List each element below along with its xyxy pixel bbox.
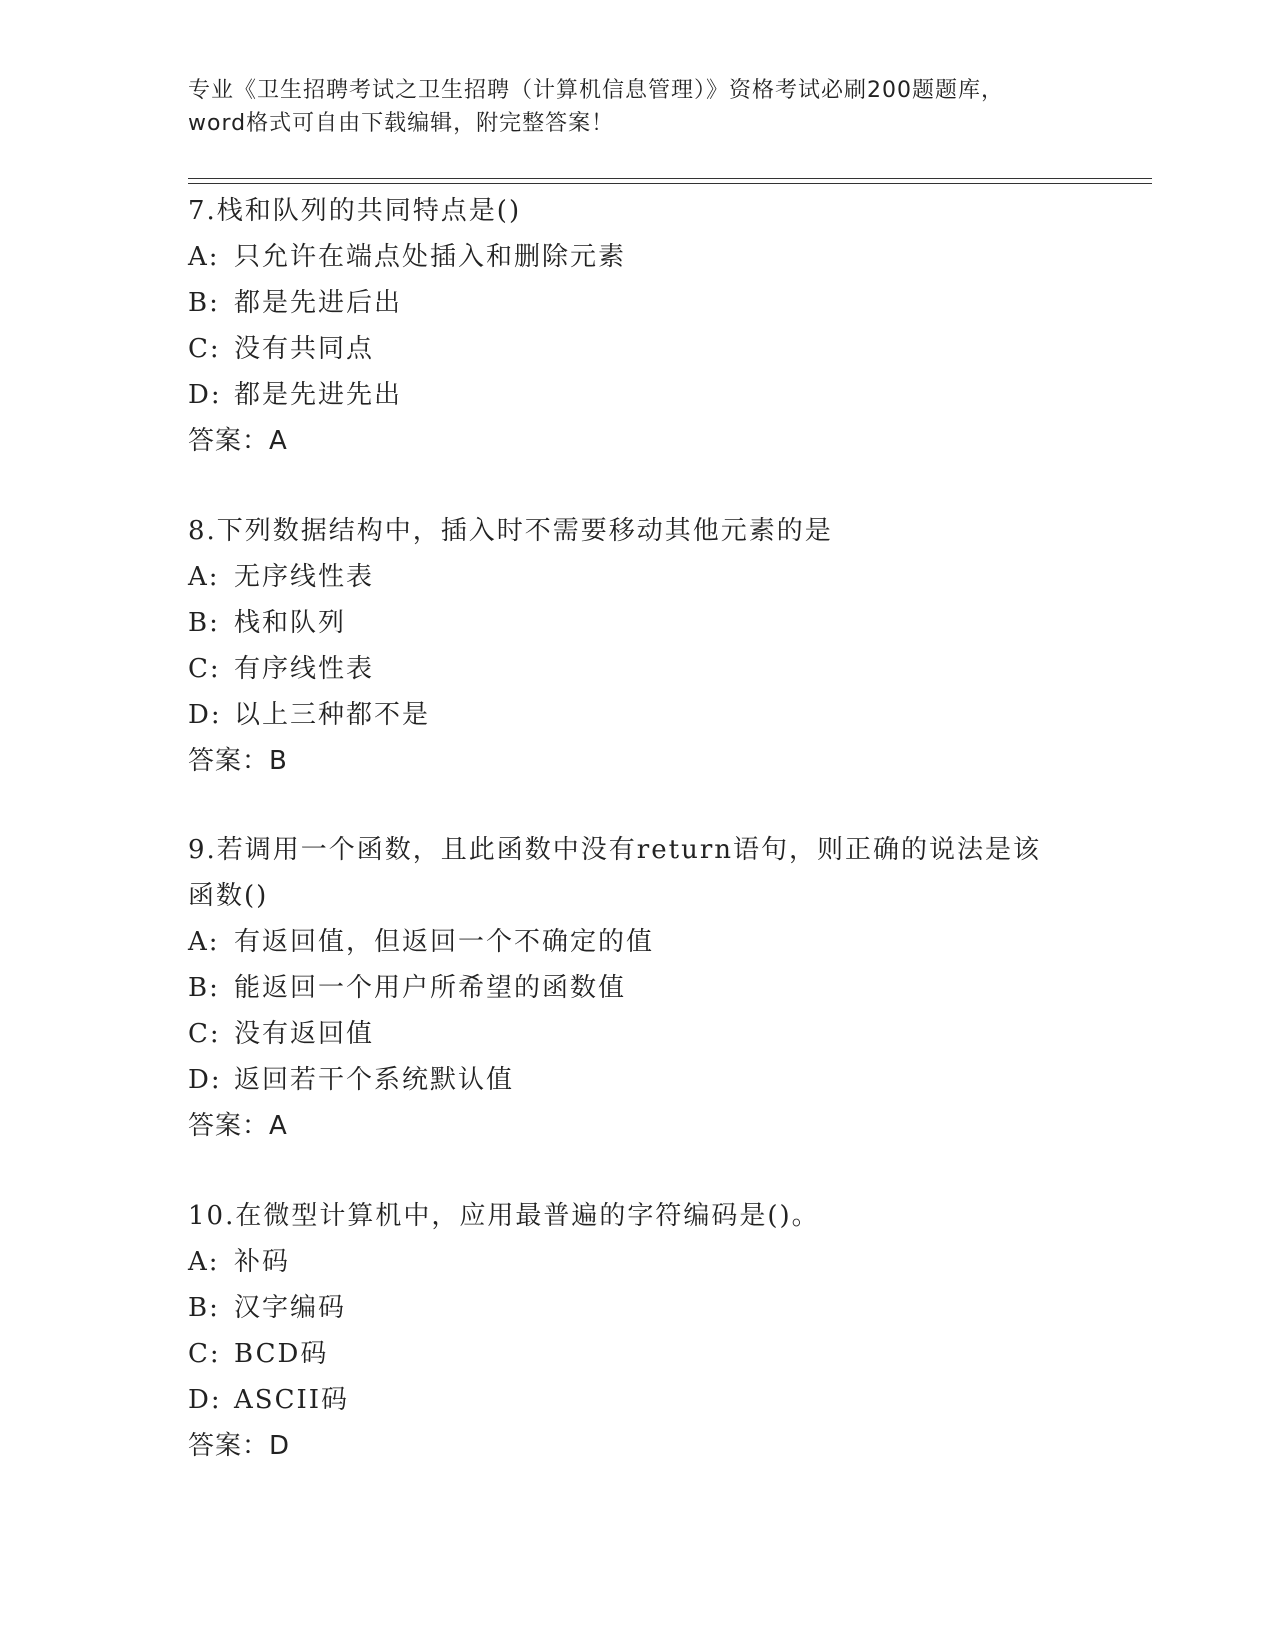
answer-line: 答案：A — [188, 426, 288, 456]
option-text: 以上三种都不是 — [234, 700, 431, 730]
option-letter: B: — [188, 288, 220, 318]
option-letter: D: — [188, 380, 222, 410]
option-text: 有返回值，但返回一个不确定的值 — [234, 927, 655, 957]
option-c — [188, 646, 1088, 692]
question-stem: 7.栈和队列的共同特点是() — [188, 196, 522, 226]
option-letter: C: — [188, 334, 221, 364]
question-block — [188, 1193, 1088, 1469]
header-title-line-1: 专业《卫生招聘考试之卫生招聘（计算机信息管理）》资格考试必刷200题题库， — [188, 78, 1004, 103]
header-divider-bottom — [188, 183, 1152, 184]
option-letter: A: — [188, 562, 220, 592]
option-letter: A: — [188, 242, 220, 272]
option-d — [188, 692, 1088, 738]
option-text: ASCII码 — [234, 1385, 350, 1415]
answer-line: 答案：B — [188, 746, 288, 776]
option-text: 汉字编码 — [234, 1293, 347, 1323]
option-b — [188, 600, 1088, 646]
option-text: 都是先进后出 — [234, 288, 403, 318]
option-text: 都是先进先出 — [234, 380, 403, 410]
option-text: 没有共同点 — [234, 334, 375, 364]
option-letter: C: — [188, 1339, 221, 1369]
answer-line: 答案：D — [188, 1431, 291, 1461]
option-letter: A: — [188, 927, 220, 957]
option-c — [188, 326, 1088, 372]
question-block — [188, 508, 1088, 784]
option-text: 只允许在端点处插入和删除元素 — [234, 242, 627, 272]
option-text: 能返回一个用户所希望的函数值 — [234, 973, 627, 1003]
option-c — [188, 1331, 1088, 1377]
option-d — [188, 1377, 1088, 1423]
question-stem: 9.若调用一个函数，且此函数中没有return语句，则正确的说法是该 — [188, 835, 1041, 865]
option-b — [188, 280, 1088, 326]
option-a — [188, 1239, 1088, 1285]
option-letter: B: — [188, 973, 220, 1003]
option-letter: D: — [188, 1385, 222, 1415]
option-letter: D: — [188, 700, 222, 730]
question-stem: 8.下列数据结构中，插入时不需要移动其他元素的是 — [188, 516, 833, 546]
question-stem-continued: 函数() — [188, 881, 269, 911]
option-letter: B: — [188, 1293, 220, 1323]
option-letter: A: — [188, 1247, 220, 1277]
option-text: 栈和队列 — [234, 608, 347, 638]
option-d — [188, 1057, 1088, 1103]
header-divider-top — [188, 178, 1152, 179]
option-b — [188, 1285, 1088, 1331]
option-text: 没有返回值 — [234, 1019, 375, 1049]
question-block — [188, 188, 1088, 464]
question-stem: 10.在微型计算机中，应用最普遍的字符编码是()。 — [188, 1201, 820, 1231]
option-text: 补码 — [234, 1247, 291, 1277]
option-text: BCD码 — [234, 1339, 329, 1369]
option-c — [188, 1011, 1088, 1057]
option-letter: D: — [188, 1065, 222, 1095]
question-block — [188, 827, 1088, 1149]
answer-line: 答案：A — [188, 1111, 288, 1141]
option-letter: C: — [188, 654, 221, 684]
document-header — [188, 74, 1088, 140]
option-a — [188, 234, 1088, 280]
option-text: 无序线性表 — [234, 562, 375, 592]
option-text: 返回若干个系统默认值 — [234, 1065, 515, 1095]
option-a — [188, 554, 1088, 600]
option-text: 有序线性表 — [234, 654, 375, 684]
option-d — [188, 372, 1088, 418]
option-letter: C: — [188, 1019, 221, 1049]
header-title-line-2: word格式可自由下载编辑，附完整答案！ — [188, 111, 615, 136]
option-letter: B: — [188, 608, 220, 638]
option-b — [188, 965, 1088, 1011]
option-a — [188, 919, 1088, 965]
